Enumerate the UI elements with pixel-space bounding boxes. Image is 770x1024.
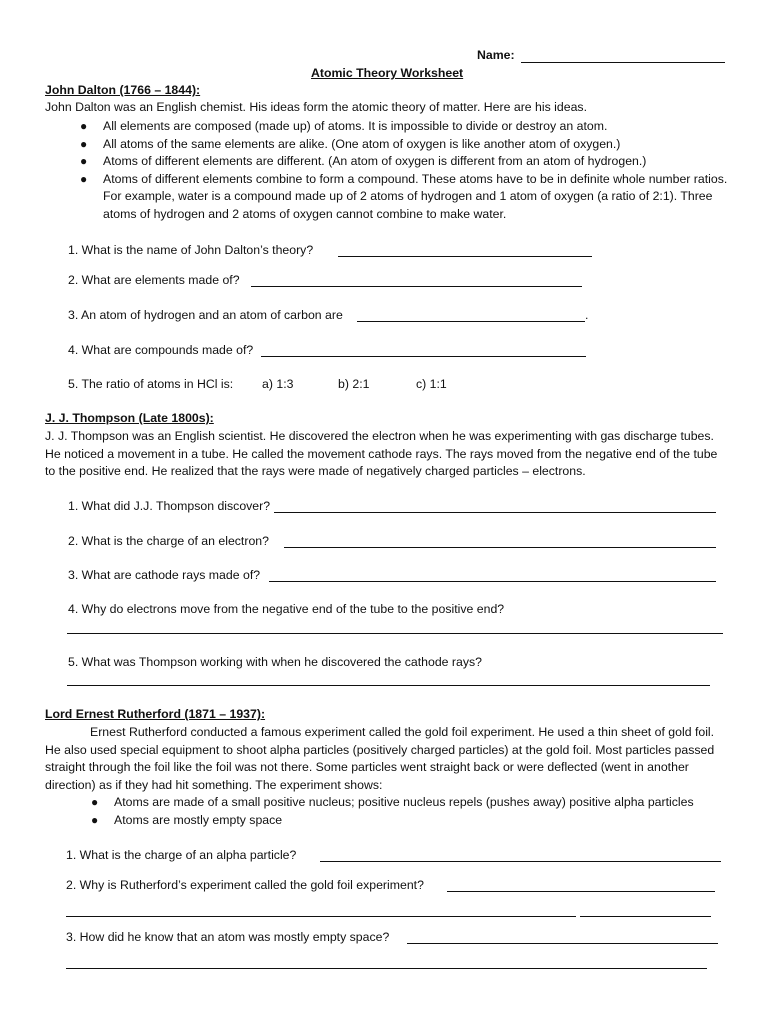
bullet-icon: ● (91, 812, 99, 827)
list-item: ● All atoms of the same elements are alike. (One atom of oxygen is like another atom of oxygen.) (103, 136, 728, 154)
list-item: ● Atoms are made of a small positive nucleus; positive nucleus repels (pushes away) positive alpha particles (114, 794, 729, 812)
answer-line[interactable] (580, 916, 711, 917)
dalton-intro: John Dalton was an English chemist. His ideas form the atomic theory of matter. Here are his ideas. (45, 100, 587, 114)
option-c[interactable]: c) 1:1 (416, 377, 447, 391)
rutherford-question-3: 3. How did he know that an atom was mostly empty space? (66, 930, 390, 944)
answer-line[interactable] (357, 321, 585, 322)
list-item: ● Atoms of different elements combine to form a compound. These atoms have to be in definite whole number ratios. For example, water is a compound made up of 2 atoms of hydrogen and 1 atom of oxygen (a ratio of 2:1). Three atoms of hydrogen and 2 atoms of oxygen cannot combine to make water. (80, 171, 728, 221)
rutherford-question-2: 2. Why is Rutherford’s experiment called the gold foil experiment? (66, 878, 424, 892)
thompson-question-3: 3. What are cathode rays made of? (68, 568, 261, 582)
answer-line[interactable] (66, 916, 576, 917)
list-item: ● Atoms are mostly empty space (114, 812, 729, 830)
answer-line[interactable] (284, 547, 716, 548)
thompson-question-5: 5. What was Thompson working with when he discovered the cathode rays? (68, 655, 482, 669)
dalton-question-1: 1. What is the name of John Dalton’s theory? (68, 243, 314, 257)
answer-line[interactable] (447, 891, 715, 892)
thompson-question-4: 4. Why do electrons move from the negative end of the tube to the positive end? (68, 602, 505, 616)
thompson-heading: J. J. Thompson (Late 1800s): (45, 411, 214, 425)
rutherford-bullet-list (91, 794, 729, 829)
dalton-question-3: 3. An atom of hydrogen and an atom of carbon are (68, 308, 343, 322)
answer-line[interactable] (66, 968, 707, 969)
name-label: Name: (477, 48, 515, 62)
thompson-question-2: 2. What is the charge of an electron? (68, 534, 269, 548)
answer-line[interactable] (407, 943, 718, 944)
dalton-question-4: 4. What are compounds made of? (68, 343, 254, 357)
name-answer-line[interactable] (521, 62, 725, 63)
bullet-icon: ● (80, 136, 88, 151)
answer-line[interactable] (251, 286, 582, 287)
bullet-icon: ● (91, 795, 99, 809)
dalton-heading: John Dalton (1766 – 1844): (45, 83, 201, 97)
dalton-question-2: 2. What are elements made of? (68, 273, 240, 287)
rutherford-intro: Ernest Rutherford conducted a famous experiment called the gold foil experiment. He used a thin sheet of gold foil. He also used special equipment to shoot alpha particles (positively charged particles) at the gold foil. Most particles passed straight through the foil like the foil was not there. Some particles went straight back or were deflected (went in another direction) as if they had hit something. The experiment shows: (45, 725, 715, 792)
dalton-question-5: 5. The ratio of atoms in HCl is: (68, 377, 234, 391)
bullet-icon: ● (80, 119, 88, 133)
bullet-icon: ● (80, 171, 88, 186)
answer-line[interactable] (338, 256, 592, 257)
list-item: ● All elements are composed (made up) of atoms. It is impossible to divide or destroy an atom. (103, 118, 728, 136)
question-3-period: . (585, 308, 589, 322)
answer-line[interactable] (67, 633, 723, 634)
rutherford-question-1: 1. What is the charge of an alpha particle? (66, 848, 297, 862)
thompson-question-1: 1. What did J.J. Thompson discover? (68, 499, 271, 513)
option-b[interactable]: b) 2:1 (338, 377, 370, 391)
rutherford-heading: Lord Ernest Rutherford (1871 – 1937): (45, 707, 266, 721)
answer-line[interactable] (67, 685, 710, 686)
answer-line[interactable] (274, 512, 716, 513)
option-a[interactable]: a) 1:3 (262, 377, 294, 391)
thompson-intro: J. J. Thompson was an English scientist. He discovered the electron when he was experimenting with gas discharge tubes. He noticed a movement in a tube. He called the movement cathode rays. The rays moved from the negative end of the tube to the positive end. He realized that the rays were made of negatively charged particles – electrons. (45, 429, 718, 478)
answer-line[interactable] (269, 581, 716, 582)
list-item: ● Atoms of different elements are different. (An atom of oxygen is different from an atom of hydrogen.) (103, 153, 728, 171)
bullet-icon: ● (80, 154, 88, 168)
dalton-bullet-list (80, 118, 728, 223)
page-title: Atomic Theory Worksheet (311, 66, 464, 80)
answer-line[interactable] (261, 356, 586, 357)
answer-line[interactable] (320, 861, 721, 862)
